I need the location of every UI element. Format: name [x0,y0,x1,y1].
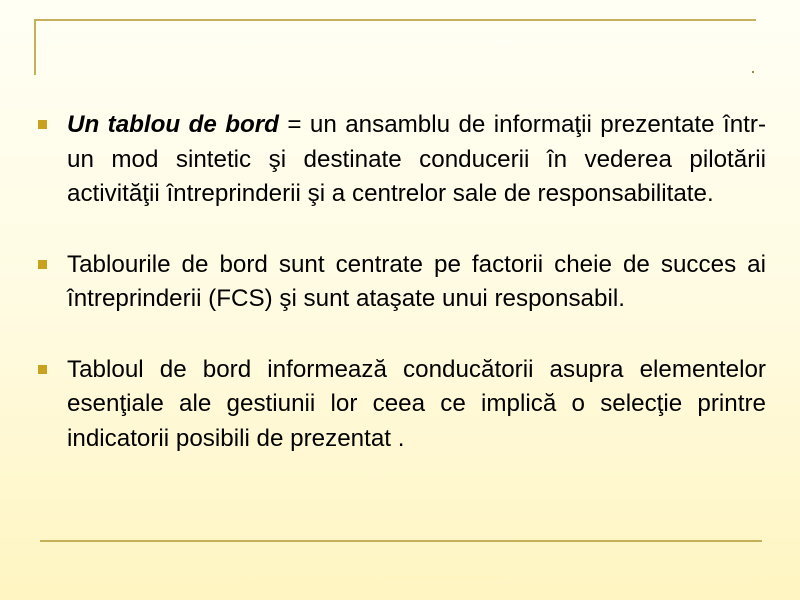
bullet-item-inform [36,353,766,457]
decorative-dot [752,71,754,73]
bullet-text: = un ansamblu de informaţii prezentate într-un mod sintetic şi destinate conducerii în vederea pilotării activităţii întreprinderii şi a centrelor sale de responsabilitate. [67,111,766,207]
bottom-divider-line [40,540,762,542]
bullet-text: Tablourile de bord sunt centrate pe factorii cheie de succes ai întreprinderii (FCS) şi sunt ataşate unui responsabil. [67,250,766,312]
square-bullet-icon [38,365,47,374]
square-bullet-icon [38,120,47,129]
bullet-item-definition [36,108,766,212]
square-bullet-icon [38,260,47,269]
bullet-item-fcs [36,248,766,317]
bullet-text: Tabloul de bord informează conducătorii asupra elementelor esenţiale ale gestiunii lor ceea ce implică o selecţie printre indicatorii posibili de prezentat . [67,355,766,452]
bullet-list [36,108,766,456]
defined-term: Un tablou de bord [67,111,279,138]
title-frame-top-line [34,19,756,21]
title-frame-left-line [34,19,36,75]
